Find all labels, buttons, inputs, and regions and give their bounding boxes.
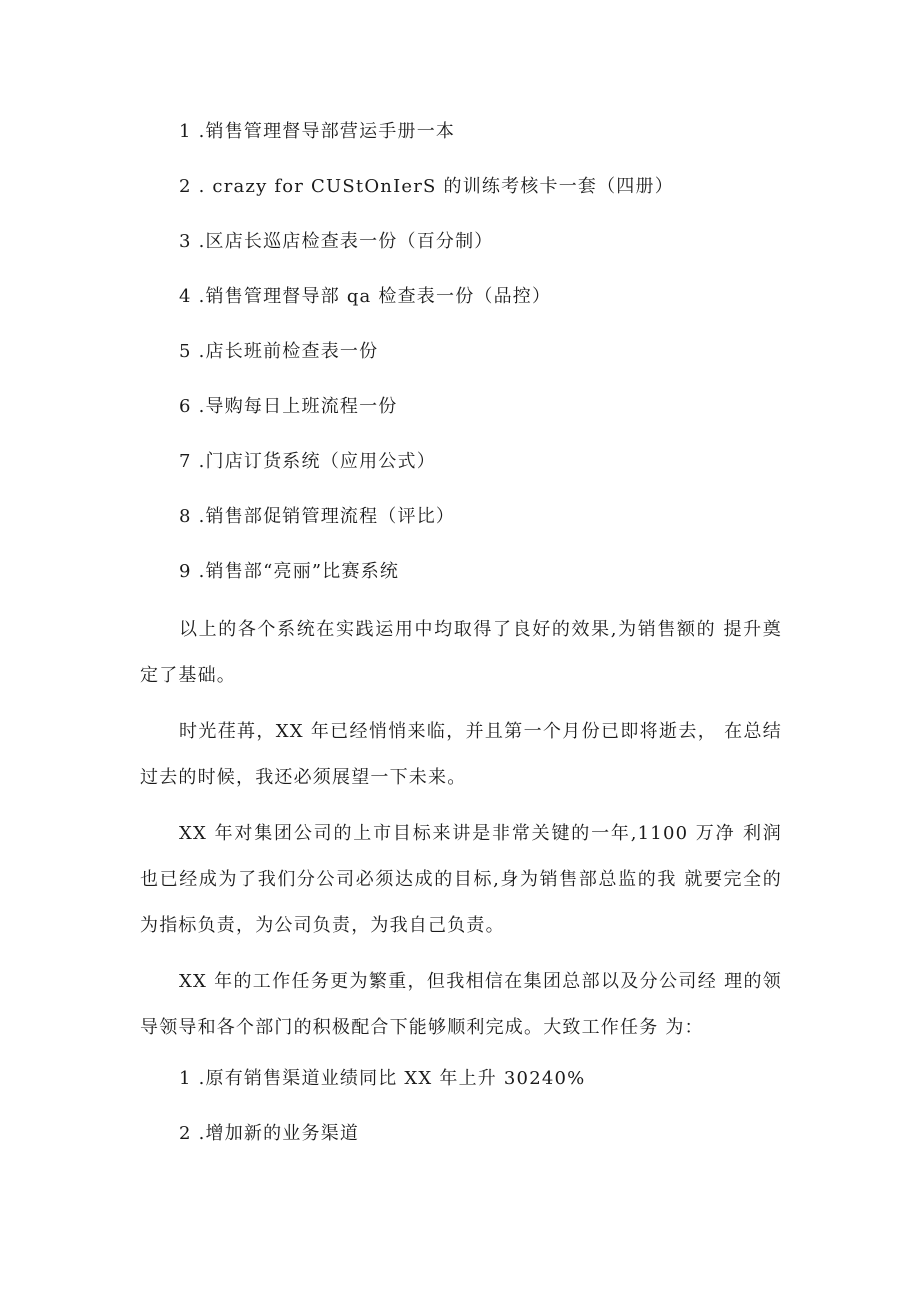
list-item-system-5: 5 .店长班前检查表一份: [179, 341, 379, 362]
list-item-task-2: 2 .增加新的业务渠道: [179, 1123, 360, 1144]
list-item-system-4: 4 .销售管理督导部 qa 检查表一份（品控）: [179, 286, 552, 307]
paragraph-tasks-intro: XX 年的工作任务更为繁重，但我相信在集团总部以及分公司经 理的领导领导和各个部门的积极配合下能够顺利完成。大致工作任务 为：: [140, 971, 782, 1038]
list-item-system-9: 9 .销售部“亮丽”比赛系统: [179, 561, 400, 582]
list-item-system-3: 3 .区店长巡店检查表一份（百分制）: [179, 231, 494, 252]
document-body: [140, 114, 782, 1171]
list-item-system-7: 7 .门店订货系统（应用公式）: [179, 451, 436, 472]
list-item-system-1: 1 .销售管理督导部营运手册一本: [179, 121, 456, 142]
list-item-system-8: 8 .销售部促销管理流程（评比）: [179, 506, 456, 527]
paragraph-outlook: 时光荏苒，XX 年已经悄悄来临，并且第一个月份已即将逝去， 在总结过去的时候，我还必须展望一下未来。: [140, 721, 782, 788]
list-item-system-2: 2 . crazy for CUStOnIerS 的训练考核卡一套（四册）: [179, 176, 674, 197]
paragraph-target: XX 年对集团公司的上市目标来讲是非常关键的一年,1100 万净 利润也已经成为了我们分公司必须达成的目标,身为销售部总监的我 就要完全的为指标负责，为公司负责，为我自己负责。: [140, 823, 782, 936]
list-item-system-6: 6 .导购每日上班流程一份: [179, 396, 398, 417]
list-item-task-1: 1 .原有销售渠道业绩同比 XX 年上升 30240%: [179, 1068, 586, 1089]
paragraph-results: 以上的各个系统在实践运用中均取得了良好的效果,为销售额的 提升奠定了基础。: [140, 619, 782, 686]
